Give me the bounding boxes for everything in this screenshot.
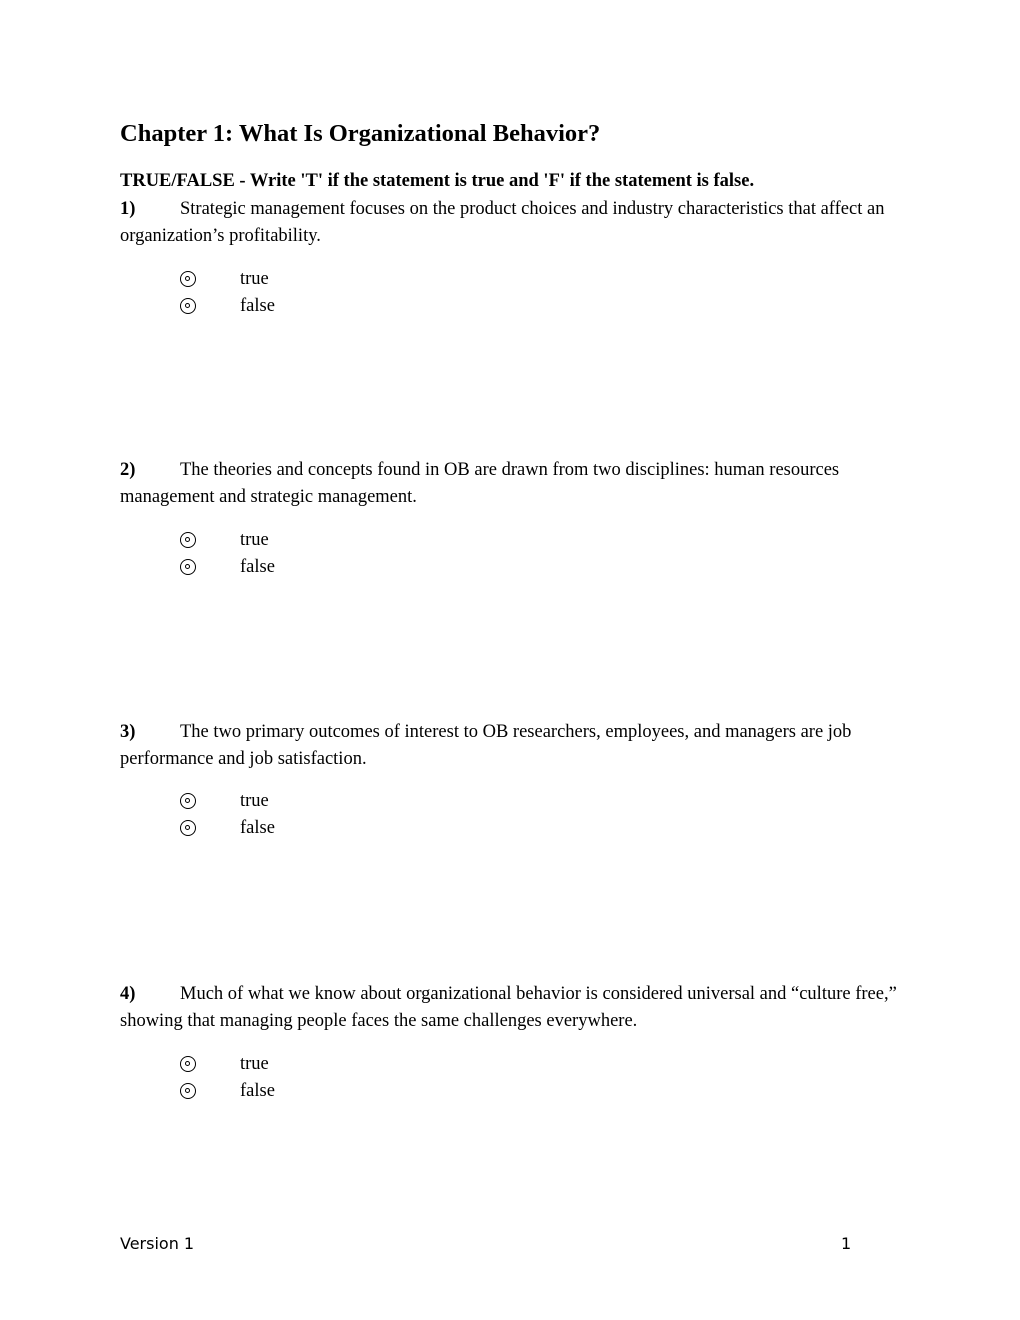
question-statement: The theories and concepts found in OB are drawn from two disciplines: human resources management and strategic management. <box>120 460 840 507</box>
question-number: 2) <box>120 460 136 480</box>
radio-button-icon[interactable] <box>180 298 196 314</box>
option-label: false <box>240 557 275 577</box>
question-text <box>120 719 910 772</box>
option-label: false <box>240 296 275 316</box>
radio-button-icon[interactable] <box>180 532 196 548</box>
page-title: Chapter 1: What Is Organizational Behavior? <box>120 120 601 147</box>
question-statement: Strategic management focuses on the product choices and industry characteristics that affect an organization’s profitability. <box>120 199 885 246</box>
question-1 <box>120 196 910 316</box>
option-label: false <box>240 1081 275 1101</box>
option-label: true <box>240 530 269 550</box>
radio-button-icon[interactable] <box>180 1056 196 1072</box>
question-text <box>120 981 910 1034</box>
question-statement: The two primary outcomes of interest to OB researchers, employees, and managers are job performance and job satisfaction. <box>120 722 852 769</box>
footer-page-number: 1 <box>841 1234 852 1253</box>
instructions: TRUE/FALSE - Write 'T' if the statement is true and 'F' if the statement is false. <box>120 171 755 191</box>
question-2 <box>120 457 910 577</box>
question-number: 3) <box>120 722 136 742</box>
option-label: false <box>240 818 275 838</box>
radio-button-icon[interactable] <box>180 820 196 836</box>
question-3 <box>120 719 910 838</box>
option-label: true <box>240 269 269 289</box>
question-4 <box>120 981 910 1101</box>
option-label: true <box>240 1054 269 1074</box>
radio-button-icon[interactable] <box>180 559 196 575</box>
question-number: 4) <box>120 984 136 1004</box>
question-text <box>120 457 910 510</box>
question-statement: Much of what we know about organizational behavior is considered universal and “culture free,” showing that managing people faces the same challenges everywhere. <box>120 984 897 1031</box>
question-text <box>120 196 910 249</box>
footer-version: Version 1 <box>120 1234 195 1253</box>
question-number: 1) <box>120 199 136 219</box>
option-label: true <box>240 791 269 811</box>
radio-button-icon[interactable] <box>180 271 196 287</box>
radio-button-icon[interactable] <box>180 1083 196 1099</box>
radio-button-icon[interactable] <box>180 793 196 809</box>
